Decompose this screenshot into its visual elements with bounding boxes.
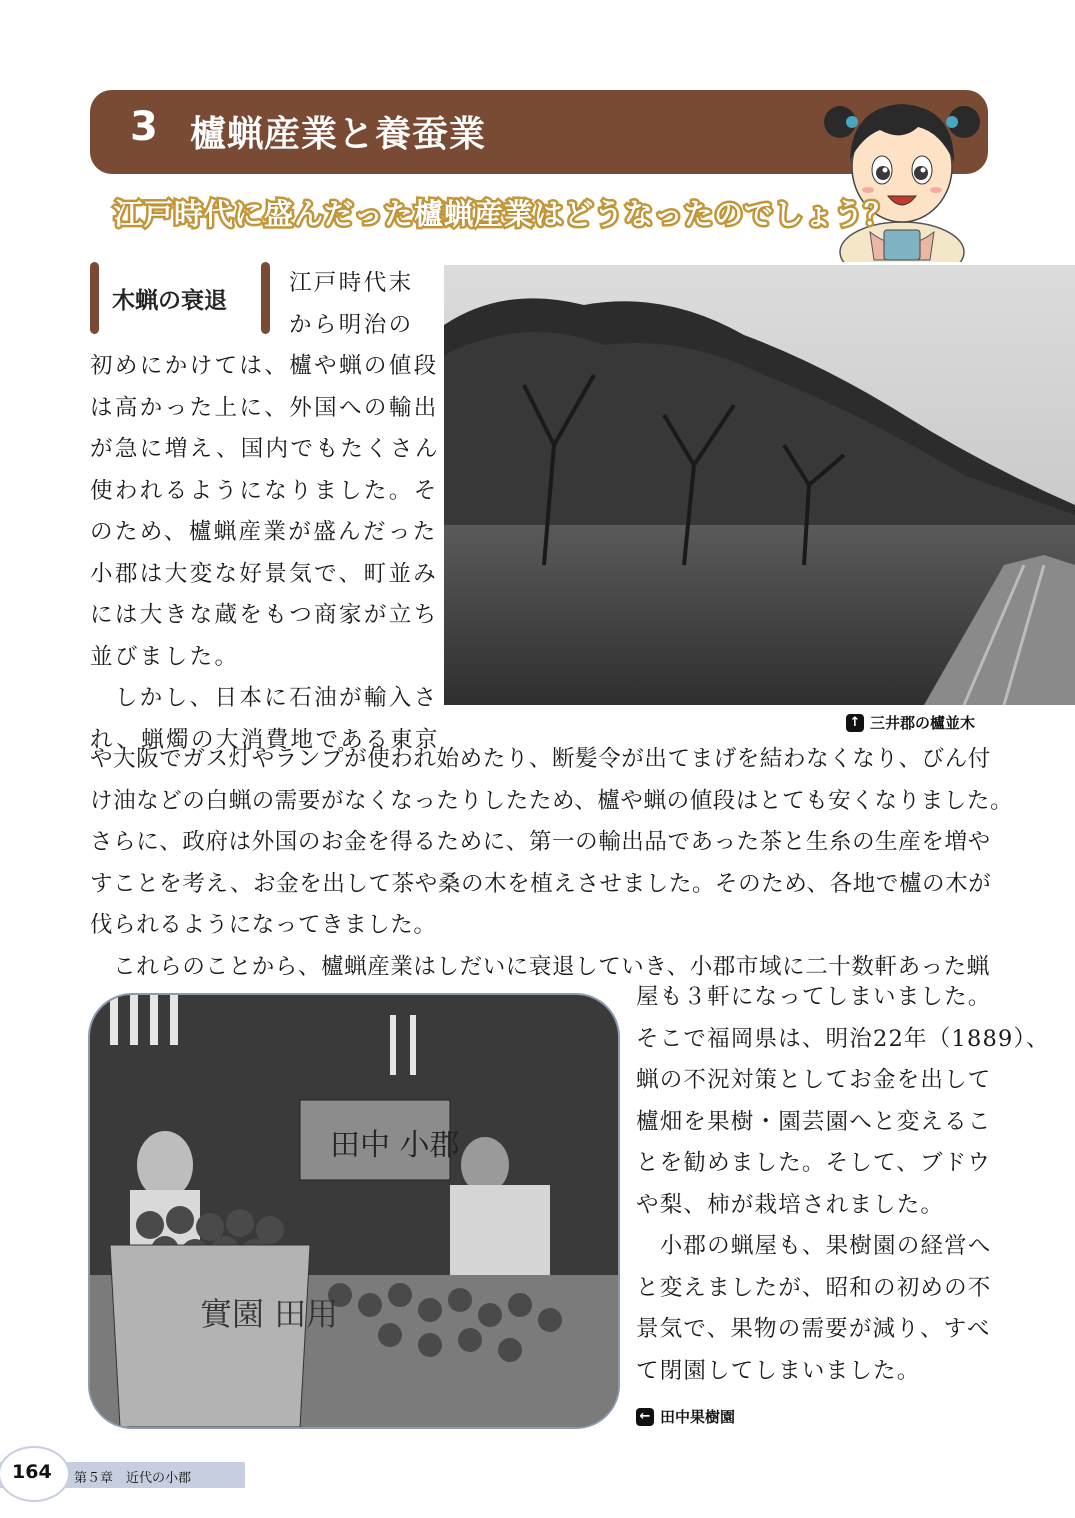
text-line: とを勧めました。そして、ブドウ (636, 1150, 992, 1176)
text-line: これらのことから、櫨蝋産業はしだいに衰退していき、小郡市域に二十数軒あった蝋 (90, 953, 990, 980)
text-line: 初めにかけては、櫨や蝋の値段 (90, 353, 439, 379)
body-text-fullwidth (90, 739, 1014, 988)
section-number: 3 (130, 104, 158, 150)
text-line: から明治の (289, 311, 414, 338)
lesson-question: 江戸時代に盛んだった櫨蝋産業はどうなったのでしょう？ (114, 197, 895, 231)
text-line: 櫨畑を果樹・園芸園へと変えるこ (636, 1108, 992, 1135)
text-line: は高かった上に、外国への輸出 (90, 394, 439, 421)
text-line: すことを考え、お金を出して茶や桑の木を植えさせました。そのため、各地で櫨の木が (90, 870, 992, 897)
text-line: や梨、柿が栽培されました。 (636, 1191, 945, 1218)
text-line: 江戸時代末 (289, 270, 414, 296)
text-line: 並びました。 (90, 643, 240, 670)
text-line: 使われるようになりました。そ (90, 477, 439, 504)
photo-tanaka-orchard (90, 995, 618, 1427)
text-line: しかし、日本に石油が輸入さ (90, 685, 439, 711)
arrow-left-icon: ← (636, 1408, 654, 1426)
text-line: 蝋の不況対策としてお金を出して (636, 1067, 992, 1093)
body-text-column-bottom (636, 977, 1050, 1392)
text-line: や大阪でガス灯やランプが使われ始めたり、断髪令が出てまげを結わなくなり、びん付 (90, 746, 991, 772)
photo1-caption-text: 三井郡の櫨並木 (870, 714, 976, 732)
text-line: 景気で、果物の需要が減り、すべ (636, 1316, 991, 1342)
text-line: れ、蝋燭の大消費地である東京 (90, 726, 440, 753)
basket-front-sign: 實園 田用 (200, 1295, 339, 1333)
text-line: て閉園してしまいました。 (636, 1357, 921, 1384)
body-text-column-top (90, 263, 440, 761)
photo1-caption (846, 712, 975, 733)
text-line: と変えましたが、昭和の初めの不 (636, 1274, 992, 1301)
text-line: 小郡は大変な好景気で、町並み (90, 560, 439, 587)
text-line: 屋も３軒になってしまいました。 (636, 984, 992, 1010)
arrow-up-icon: ↑ (846, 714, 864, 732)
text-line: が急に増え、国内でもたくさん (90, 436, 440, 462)
chapter-label: 第５章 近代の小郡 (74, 1471, 192, 1486)
mascot-girl-illustration (822, 82, 982, 262)
basket-top-sign: 田中 小郡 (330, 1128, 460, 1163)
photo-haze-tree-row (444, 265, 1075, 705)
text-line: 小郡の蝋屋も、果樹園の経営へ (636, 1233, 992, 1259)
text-line: け油などの白蝋の需要がなくなったりしたため、櫨や蝋の値段はとても安くなりました。 (90, 787, 1014, 814)
photo2-caption (636, 1406, 735, 1427)
section-title: 櫨蝋産業と養蚕業 (190, 114, 487, 155)
photo2-caption-text: 田中果樹園 (660, 1408, 736, 1426)
section-heading-label: 木蝋の衰退 (112, 288, 227, 314)
text-line: のため、櫨蝋産業が盛んだった (90, 519, 438, 545)
text-line: には大きな蔵をもつ商家が立ち (90, 602, 439, 628)
text-line: 伐られるようになってきました。 (90, 912, 437, 938)
text-line: さらに、政府は外国のお金を得るために、第一の輸出品であった茶と生糸の生産を増や (90, 829, 991, 855)
page-number: 164 (12, 1461, 52, 1483)
text-line: そこで福岡県は、明治22年（1889）、 (636, 1025, 1050, 1052)
